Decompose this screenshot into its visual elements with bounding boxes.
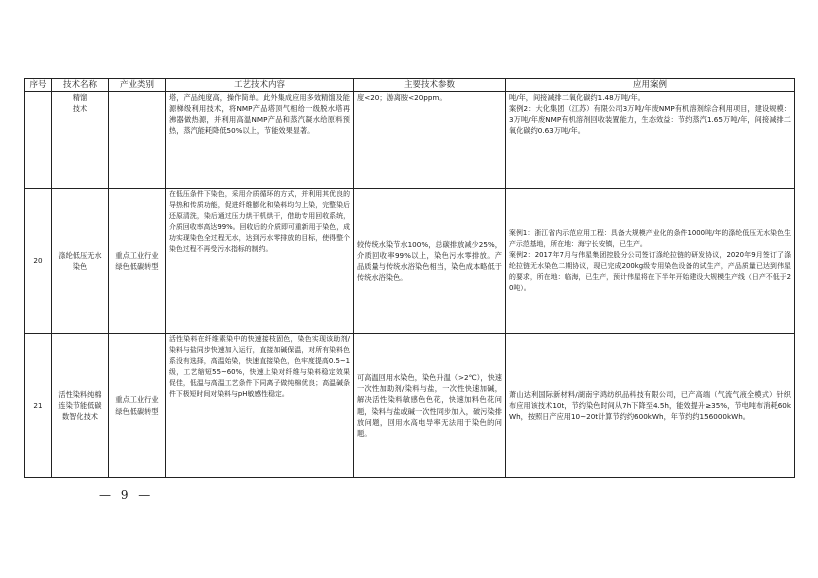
technology-table	[24, 78, 795, 478]
row-params: 度<20；游离胺<20ppm。	[354, 92, 506, 189]
cases-text: 吨/年，间接减排二氧化碳约1.48万吨/年。 案例2：大化集团（江苏）有限公司3万吨/年废NMP有机溶剂综合利用项目，建设规模：3万吨/年废NMP有机溶剂回收装置能力，生态效益：节约蒸汽1.65万吨/年，间接减排二氧化碳约0.63万吨/年。	[509, 93, 791, 136]
row-no	[25, 92, 52, 189]
table-header-row	[25, 79, 795, 92]
row-no: 21	[25, 334, 52, 478]
table-row	[25, 334, 795, 478]
row-process: 在低压条件下染色，采用介质循环的方式，并利用其优良的导热和传质功能，促进纤维膨化和染料均匀上染，完整染后还原清洗，染后通过压力烘干机烘干，借助专用回收系统，介质回收率高达99%。回收后的介质即可重新用于染色，成功实现染色全过程无水，达到污水零排放的目标，使得整个染色过程不再受污水指标的制约。	[166, 189, 354, 334]
row-params: 可高温回用水染色，染色升温（>2℃），快速一次性加助剂/染料与盐，一次性快速加碱，解决活性染料敏感色色花，快速加料色花问题，染料与盐或碱一次性同步加入，破污染排放问题，回用水高电导率无法用于染色的问题。	[354, 334, 506, 478]
row-cases: 萧山达利国际新材料/湖南宇鸿纺织品科技有限公司，已产高端（气流气液全模式）针织布应用该技术10t，节约染色时间从7h下降至4.5h，能效提升≥35%，节电吨布消耗60kWh，按照日产应用10~20t计算节约约600kWh，年节约约156000kWh。	[506, 334, 795, 478]
tech-name-text: 精馏 技术	[72, 93, 88, 114]
row-process: 活性染料在纤维素染中的快速接枝固色，染色实现该助剂/染料与盐同步快速加入运行，直接加碱保温，对所有染料色系没有选择，高温始染，快速直接染色，色牢度提高0.5~1级，工艺缩短55~60%，快速上染对纤维与染料稳定效果促佳，低温与高温工艺条件下同离子做纯棉优良；高温碱条件下极短时间对染料与pH敏感性稳定。	[166, 334, 354, 478]
header-process-content: 工艺技术内容	[166, 79, 354, 92]
header-tech-name: 技术名称	[52, 79, 109, 92]
header-main-params: 主要技术参数	[354, 79, 506, 92]
row-category: 重点工业行业绿色低碳转型	[109, 334, 166, 478]
row-tech-name	[52, 92, 109, 189]
row-process: 塔，产品纯度高，操作简单。此外集成应用多效精馏及能源梯级利用技术，将NMP产品塔顶气相给一级脱水塔再沸器做热源，并利用高温NMP产品和蒸汽凝水给原料预热，蒸汽能耗降低50%以上，节能效果显著。	[166, 92, 354, 189]
page-number: — 9 —	[99, 488, 154, 502]
row-category: 重点工业行业绿色低碳转型	[109, 189, 166, 334]
cases-text: 案例1：浙江省内示范应用工程：具备大规模产业化的条件1000吨/年的涤纶低压无水染色生产示范基地，所在地：海宁长安镇，已生产。 案例2：2017年7月与伟星集团控股分公司签订涤纶拉链的研发协议，2020年9月签订了涤纶拉链无水染色二期协议，现已完成200kg级专用染色设备的试生产，产品质量已达到伟星的要求，所在地：临海，已生产，预计伟星将在下半年开始建设大规模生产线（日产不低于20吨）。	[509, 228, 791, 293]
row-category	[109, 92, 166, 189]
row-tech-name: 涤纶低压无水染色	[52, 189, 109, 334]
header-application-cases: 应用案例	[506, 79, 795, 92]
header-no: 序号	[25, 79, 52, 92]
row-tech-name: 活性染料纯棉连染节能低碳数智化技术	[52, 334, 109, 478]
row-cases	[506, 189, 795, 334]
table-row	[25, 189, 795, 334]
table-row	[25, 92, 795, 189]
row-no: 20	[25, 189, 52, 334]
row-cases	[506, 92, 795, 189]
row-params: 较传统水染节水100%，总碳排放减少25%，介质回收率99%以上，染色污水零排放。产品质量与传统水浴染色相当，染色成本略低于传统水浴染色。	[354, 189, 506, 334]
header-industry-category: 产业类别	[109, 79, 166, 92]
